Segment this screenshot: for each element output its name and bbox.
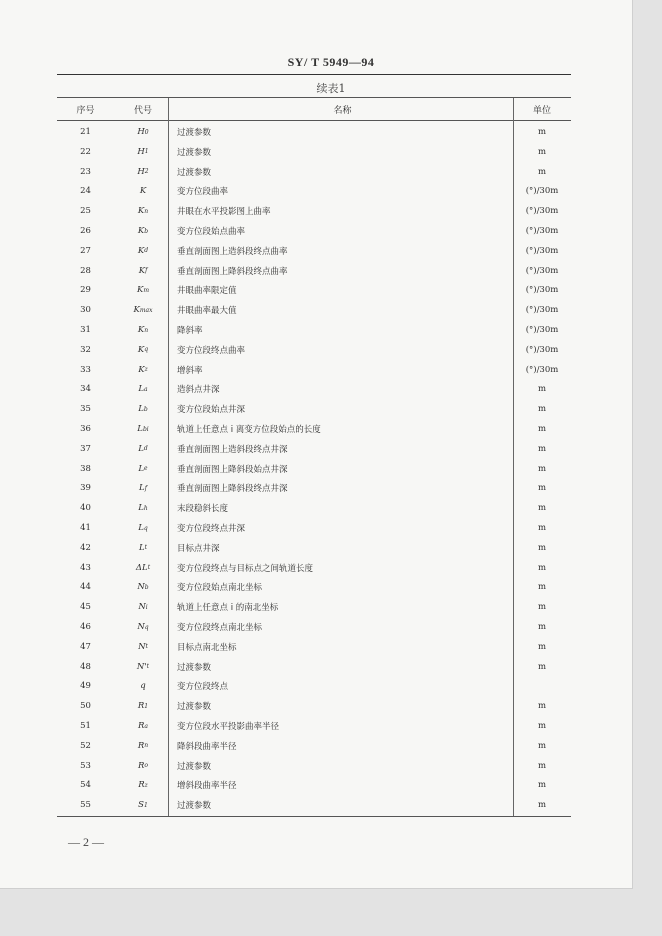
row-unit: (°)/30m <box>525 364 559 375</box>
row-name: 井眼曲率限定值 <box>177 286 237 297</box>
row-code-symbol: N <box>138 602 146 613</box>
header-unit: 单位 <box>532 105 551 116</box>
row-seq: 46 <box>80 622 91 632</box>
row-code-subscript: h <box>143 504 148 512</box>
row-code-subscript: b <box>144 583 149 591</box>
table-row <box>57 280 571 300</box>
row-code <box>114 379 172 399</box>
row-code <box>114 558 172 578</box>
row-code-symbol: K <box>137 245 145 256</box>
row-unit: m <box>537 800 547 811</box>
row-code-symbol: K <box>139 186 147 197</box>
row-code-symbol: R <box>137 701 145 712</box>
row-code-subscript: b <box>143 405 148 413</box>
row-code-subscript: e <box>144 465 148 473</box>
row-unit: m <box>537 780 547 791</box>
row-name: 变方位段终点井深 <box>177 524 246 534</box>
row-code-symbol: L <box>139 483 145 494</box>
row-code <box>114 280 172 300</box>
row-seq: 54 <box>80 780 91 791</box>
row-seq: 52 <box>80 740 91 751</box>
row-unit: m <box>537 562 547 573</box>
column-divider-2 <box>513 98 514 816</box>
row-seq: 30 <box>80 305 91 316</box>
table-row <box>57 597 571 617</box>
row-name: 目标点井深 <box>177 543 220 554</box>
row-code-symbol: L <box>138 404 144 415</box>
row-code-subscript: 1 <box>144 702 149 710</box>
row-name: 变方位段终点南北坐标 <box>177 623 263 633</box>
row-code-subscript: a <box>144 722 148 730</box>
row-code-subscript: n <box>144 326 149 334</box>
row-name: 井眼在水平投影图上曲率 <box>177 207 271 218</box>
row-seq: 48 <box>80 661 91 672</box>
row-seq: 47 <box>80 641 91 652</box>
row-code-symbol: N <box>138 641 146 652</box>
row-code <box>114 142 172 162</box>
row-unit: m <box>537 582 547 593</box>
table-row <box>57 676 571 696</box>
row-unit: m <box>537 542 547 553</box>
row-code <box>114 637 172 657</box>
row-seq: 25 <box>80 206 91 217</box>
row-code-subscript: q <box>144 623 149 631</box>
row-name: 末段稳斜长度 <box>177 504 229 515</box>
row-code <box>114 162 172 182</box>
row-code <box>114 340 172 360</box>
row-code-symbol: R <box>138 721 145 731</box>
row-name: 垂直剖面图上降斜段终点井深 <box>177 484 288 495</box>
table-row <box>57 459 571 479</box>
row-name: 目标点南北坐标 <box>177 642 237 653</box>
row-name: 增斜率 <box>177 365 203 376</box>
row-name: 变方位段始点井深 <box>177 405 246 416</box>
table-row <box>57 379 571 399</box>
row-name: 变方位段终点 <box>177 682 229 693</box>
page-number: — 2 — <box>68 835 104 849</box>
row-seq: 26 <box>80 226 91 236</box>
row-code-symbol: R <box>137 760 145 771</box>
table-row <box>57 360 571 380</box>
row-code <box>114 756 172 776</box>
row-code-subscript: m <box>143 286 150 294</box>
row-seq: 36 <box>80 424 91 434</box>
row-name: 变方位段始点曲率 <box>177 227 246 237</box>
table-row <box>57 201 571 221</box>
row-code-subscript: t <box>147 564 151 572</box>
row-code-subscript: t <box>146 663 150 671</box>
row-code <box>114 221 172 241</box>
row-seq: 50 <box>80 701 91 712</box>
row-code <box>114 676 172 696</box>
row-seq: 33 <box>80 364 91 375</box>
row-code-subscript: 1 <box>144 148 149 156</box>
row-code-symbol: H <box>137 146 145 157</box>
table-row <box>57 439 571 459</box>
row-name: 增斜段曲率半径 <box>177 781 237 792</box>
row-code <box>114 498 172 518</box>
row-code-symbol: ΔL <box>135 562 148 573</box>
row-code <box>114 122 172 142</box>
row-code <box>114 657 172 677</box>
table-row <box>57 518 571 538</box>
row-code-subscript: i <box>145 603 148 611</box>
row-seq: 40 <box>80 503 91 514</box>
row-seq: 49 <box>80 681 91 692</box>
table-row <box>57 419 571 439</box>
row-code <box>114 538 172 558</box>
row-code-symbol: K <box>138 265 146 276</box>
table-row <box>57 756 571 776</box>
table-row <box>57 221 571 241</box>
row-name: 垂直剖面图上降斜段终点曲率 <box>177 266 288 277</box>
row-code <box>114 300 172 320</box>
row-code-symbol: L <box>137 424 143 434</box>
row-code-symbol: N' <box>136 661 147 672</box>
row-code-subscript: 0 <box>144 128 149 136</box>
row-code <box>114 241 172 261</box>
row-code-symbol: L <box>138 542 145 553</box>
row-name: 变方位段水平投影曲率半径 <box>177 722 280 732</box>
row-code-subscript: bi <box>142 425 149 433</box>
row-seq: 32 <box>80 344 91 355</box>
row-code-subscript: o <box>144 762 149 770</box>
row-code-symbol: N <box>137 622 145 632</box>
row-code-symbol: q <box>140 681 146 692</box>
row-code-symbol: K <box>133 305 140 316</box>
row-seq: 27 <box>80 245 91 256</box>
row-code-symbol: S <box>138 800 144 811</box>
row-code <box>114 261 172 281</box>
row-code <box>114 795 172 815</box>
table-row <box>57 657 571 677</box>
row-code <box>114 201 172 221</box>
row-code-symbol: L <box>138 384 145 395</box>
row-name: 降斜率 <box>177 326 203 336</box>
table-row <box>57 162 571 182</box>
row-code-subscript: t <box>144 544 148 552</box>
row-name: 过渡参数 <box>177 167 212 178</box>
row-code-subscript: n <box>144 742 149 750</box>
row-code <box>114 736 172 756</box>
table-row <box>57 181 571 201</box>
row-unit: m <box>537 622 547 632</box>
row-code <box>114 518 172 538</box>
row-code-subscript: b <box>144 227 149 235</box>
table-header-row <box>57 98 571 120</box>
table-row <box>57 478 571 498</box>
column-divider-1 <box>168 98 169 816</box>
row-unit: m <box>537 503 547 514</box>
row-unit: m <box>537 602 547 613</box>
row-code <box>114 320 172 340</box>
row-code-subscript: z <box>144 781 148 789</box>
row-seq: 23 <box>80 166 91 177</box>
row-name: 降斜段曲率半径 <box>177 741 237 752</box>
row-code-symbol: R <box>137 740 145 751</box>
row-unit: m <box>537 483 547 494</box>
row-seq: 34 <box>80 384 91 395</box>
row-unit: (°)/30m <box>525 265 559 276</box>
row-code <box>114 617 172 637</box>
row-code <box>114 459 172 479</box>
row-unit: m <box>537 523 547 533</box>
row-code-symbol: K <box>137 226 145 236</box>
header-bottom-rule <box>57 120 571 121</box>
table-row <box>57 775 571 795</box>
row-seq: 31 <box>80 325 91 335</box>
table-row <box>57 300 571 320</box>
row-code-subscript: n <box>144 207 149 215</box>
row-code-symbol: K <box>137 325 145 335</box>
row-code <box>114 597 172 617</box>
row-code-symbol: L <box>138 503 144 514</box>
row-code-subscript: a <box>144 385 148 393</box>
row-code-symbol: R <box>138 780 145 791</box>
row-unit <box>513 676 571 696</box>
standard-code: SY/ T 5949—94 <box>287 55 375 69</box>
row-unit: m <box>537 463 547 474</box>
table-row <box>57 577 571 597</box>
row-code <box>114 478 172 498</box>
row-code-symbol: N <box>137 582 145 593</box>
row-seq: 29 <box>80 285 91 296</box>
header-seq: 序号 <box>76 105 95 116</box>
row-name: 过渡参数 <box>177 801 212 812</box>
row-name: 过渡参数 <box>177 662 212 673</box>
row-code-symbol: K <box>137 344 145 355</box>
row-unit: m <box>537 404 547 415</box>
row-name: 变方位段始点南北坐标 <box>177 583 263 594</box>
row-unit: m <box>537 760 547 771</box>
row-name: 过渡参数 <box>177 702 212 713</box>
row-code-symbol: K <box>138 364 145 375</box>
table-row <box>57 637 571 657</box>
row-name: 轨道上任意点 i 的南北坐标 <box>177 603 279 614</box>
row-code <box>114 360 172 380</box>
table-row <box>57 142 571 162</box>
row-code <box>114 419 172 439</box>
row-code-symbol: K <box>137 206 145 217</box>
row-unit: (°)/30m <box>525 344 559 355</box>
table-row <box>57 320 571 340</box>
row-name: 垂直剖面图上造斜段终点曲率 <box>177 246 288 257</box>
row-seq: 22 <box>80 146 91 157</box>
row-code-subscript: t <box>145 643 148 651</box>
table-row <box>57 538 571 558</box>
table-row <box>57 340 571 360</box>
row-code-subscript: 1 <box>144 801 148 809</box>
row-name: 垂直剖面图上造斜段终点井深 <box>177 444 288 455</box>
row-seq: 53 <box>80 760 91 771</box>
row-name: 变方位段终点与目标点之间轨道长度 <box>177 563 314 574</box>
row-name: 轨道上任意点 i 离变方位段始点的长度 <box>177 425 321 435</box>
row-code-subscript: d <box>144 247 149 255</box>
header-name: 名称 <box>333 105 352 116</box>
row-name: 垂直剖面图上降斜段始点井深 <box>177 464 288 475</box>
row-seq: 44 <box>80 582 91 593</box>
row-code-subscript: z <box>144 366 148 374</box>
row-code-symbol: L <box>138 443 144 454</box>
table-row <box>57 617 571 637</box>
row-name: 过渡参数 <box>177 128 212 138</box>
row-code-subscript: q <box>143 524 148 532</box>
row-unit: m <box>537 166 547 177</box>
row-code <box>114 181 172 201</box>
row-seq: 42 <box>80 542 91 553</box>
row-code <box>114 399 172 419</box>
header-rule <box>57 74 571 75</box>
row-unit: m <box>537 127 547 137</box>
table-row <box>57 261 571 281</box>
row-unit: m <box>537 740 547 751</box>
row-unit: m <box>537 721 547 731</box>
row-seq: 24 <box>80 186 91 197</box>
table-row <box>57 241 571 261</box>
table-row <box>57 795 571 815</box>
row-unit: (°)/30m <box>525 186 559 197</box>
row-name: 井眼曲率最大值 <box>177 306 237 317</box>
row-seq: 51 <box>80 721 91 731</box>
table-row <box>57 498 571 518</box>
row-seq: 55 <box>80 800 91 811</box>
table-caption: 续表1 <box>316 82 346 95</box>
row-code <box>114 716 172 736</box>
row-name: 过渡参数 <box>177 761 212 772</box>
row-name: 变方位段终点曲率 <box>177 345 246 356</box>
row-code <box>114 577 172 597</box>
row-unit: (°)/30m <box>525 226 559 236</box>
row-unit: m <box>537 443 547 454</box>
table-row <box>57 399 571 419</box>
row-unit: (°)/30m <box>525 206 559 217</box>
row-code-subscript: f <box>145 267 148 275</box>
row-seq: 43 <box>80 562 91 573</box>
row-code-subscript: max <box>139 306 153 314</box>
row-unit: (°)/30m <box>525 305 559 316</box>
row-code-symbol: H <box>137 127 145 137</box>
table-bottom-rule <box>57 816 571 817</box>
row-code <box>114 775 172 795</box>
row-unit: (°)/30m <box>525 285 559 296</box>
row-unit: m <box>537 701 547 712</box>
row-seq: 28 <box>80 265 91 276</box>
row-unit: m <box>537 384 547 395</box>
row-name: 过渡参数 <box>177 147 212 158</box>
row-seq: 38 <box>80 463 91 474</box>
row-seq: 39 <box>80 483 91 494</box>
row-code <box>114 439 172 459</box>
row-name: 造斜点井深 <box>177 385 220 396</box>
row-code-subscript: d <box>143 445 148 453</box>
row-seq: 41 <box>80 523 91 533</box>
row-code-subscript: q <box>144 346 149 354</box>
row-code-symbol: K <box>136 285 144 296</box>
table-row <box>57 736 571 756</box>
row-unit: (°)/30m <box>525 245 559 256</box>
row-code-subscript: f <box>144 484 147 492</box>
row-code-symbol: L <box>138 463 145 474</box>
row-unit: m <box>537 146 547 157</box>
row-code-symbol: H <box>137 166 145 177</box>
table-row <box>57 122 571 142</box>
table-row <box>57 558 571 578</box>
table-row <box>57 716 571 736</box>
row-name: 变方位段曲率 <box>177 187 229 198</box>
row-seq: 37 <box>80 443 91 454</box>
row-unit: m <box>537 641 547 652</box>
row-seq: 45 <box>80 602 91 613</box>
row-code-symbol: L <box>138 523 144 533</box>
row-seq: 35 <box>80 404 91 415</box>
row-code <box>114 696 172 716</box>
row-seq: 21 <box>80 127 91 137</box>
row-unit: m <box>537 661 547 672</box>
table-row <box>57 696 571 716</box>
row-code-subscript: 2 <box>144 168 149 176</box>
header-code: 代号 <box>133 105 152 116</box>
row-unit: (°)/30m <box>525 325 559 335</box>
row-unit: m <box>537 424 547 434</box>
